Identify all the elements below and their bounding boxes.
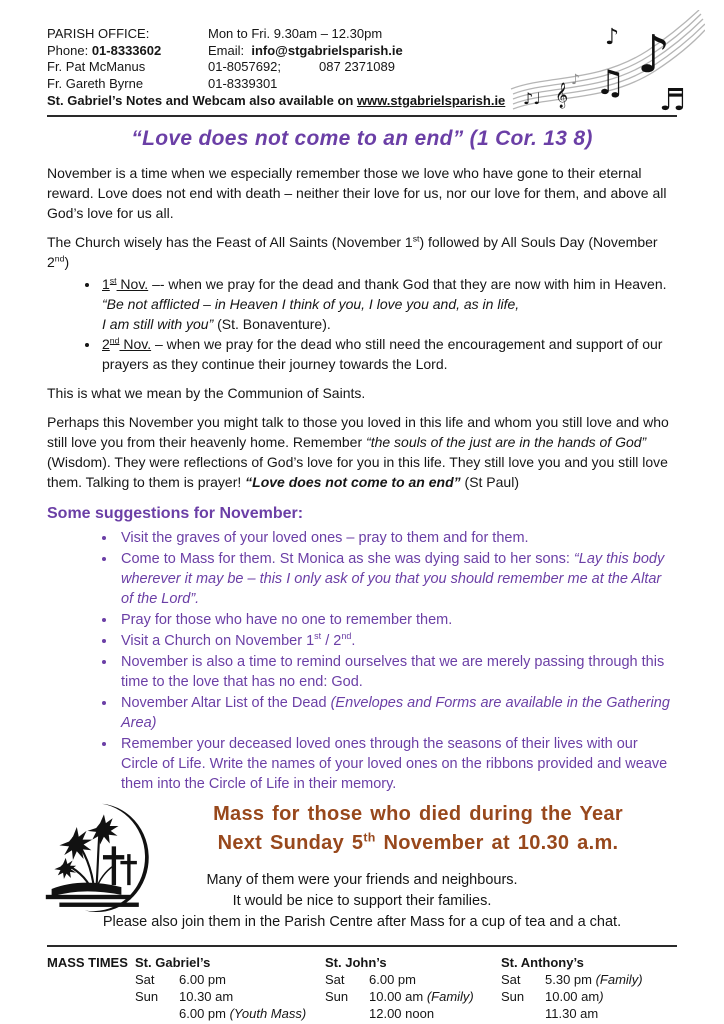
mass-time-row: Sat 6.00 pm xyxy=(325,971,416,987)
mass-times-column-johns xyxy=(325,954,501,1022)
list-item: • 1st Nov. –- when we pray for the dead and thank God that they are now with him in Heaven. “Be not afflicted – in Heaven I think of you, I love you and, as in life, I am still with you” (St. Bonaventure). xyxy=(100,274,677,334)
email-line: Email: info@stgabrielsparish.ie xyxy=(208,42,403,58)
announcement-line1: Mass for those who died during the Year xyxy=(213,802,623,825)
list-item: • 2nd Nov. – when we pray for the dead who still need the encouragement and support of our prayers as they continue their journey towards the Lord. xyxy=(100,334,677,374)
mass-time-row: Sun 10.00 am (Family) xyxy=(325,988,474,1004)
announcement-line2: Next Sunday 5th November at 10.30 a.m. xyxy=(217,829,619,854)
memorial-flowers-icon xyxy=(43,796,161,920)
mass-time-row: 6.00 pm (Youth Mass) xyxy=(179,1005,307,1021)
church-name: St. Gabriel’s xyxy=(135,954,211,970)
mass-announcement xyxy=(47,800,677,862)
note-glyph: ♪ xyxy=(571,72,580,88)
support-line: Many of them were your friends and neighbours. xyxy=(206,871,518,888)
office-hours: Mon to Fri. 9.30am – 12.30pm xyxy=(208,26,383,41)
mass-time-row: 12.00 noon xyxy=(369,1005,435,1021)
mass-time-row: Sun 10.00 am) xyxy=(501,988,604,1004)
page-title: “Love does not come to an end” (1 Cor. 13 8) xyxy=(131,126,593,150)
mass-times-column-gabriels xyxy=(135,954,325,1022)
note-glyph: ♫ xyxy=(595,63,626,103)
list-item: • November Altar List of the Dead (Envelopes and Forms are available in the Gathering Area) xyxy=(117,693,677,733)
note-glyph: 𝄞 xyxy=(555,83,569,108)
music-notes-icon xyxy=(509,10,705,118)
webcam-note: St. Gabriel’s Notes and Webcam also available on www.stgabrielsparish.ie xyxy=(47,93,506,108)
church-name: St. John’s xyxy=(325,954,387,970)
mass-time-row: Sat 6.00 pm xyxy=(135,971,226,987)
communion-line: This is what we mean by the Communion of Saints. xyxy=(47,384,366,401)
feast-paragraph: The Church wisely has the Feast of All Saints (November 1st) followed by All Souls Day (November 2nd) xyxy=(47,232,658,270)
church-name: St. Anthony’s xyxy=(501,954,584,970)
announcement-heading xyxy=(159,800,677,858)
parish-header xyxy=(47,25,686,118)
list-item: • Pray for those who have no one to remember them. xyxy=(117,610,677,630)
list-item: • November is also a time to remind ourselves that we are merely passing through this time to the love that has no end: God. xyxy=(117,652,677,692)
phone-line: Phone: 01-8333602 xyxy=(47,42,162,58)
saints-bullet-list xyxy=(47,274,677,374)
note-glyph: ♪ xyxy=(637,25,671,85)
support-line: It would be nice to support their families. xyxy=(232,892,492,909)
parish-office-label: PARISH OFFICE: xyxy=(47,26,150,41)
support-line: Please also join them in the Parish Centre after Mass for a cup of tea and a chat. xyxy=(102,913,622,930)
mass-time-row: 11.30 am xyxy=(545,1005,599,1021)
intro-paragraph: November is a time when we especially remember those we love who have gone to their eternal reward. Love does not end with death – neither their love for us, nor our love for them, and above all God’s love for us all. xyxy=(47,164,667,221)
mass-time-row: Sat 5.30 pm (Family) xyxy=(501,971,643,987)
phone-number: 01-8333602 xyxy=(91,42,162,58)
mass-times-section xyxy=(47,954,677,1022)
parish-website-link[interactable]: www.stgabrielsparish.ie xyxy=(356,93,506,108)
list-item: • Remember your deceased loved ones through the seasons of their lives with our Circle of Life. Write the names of your loved ones on the ribbons provided and weave them into the Circle of Life in their memory. xyxy=(117,734,677,794)
email-address: info@stgabrielsparish.ie xyxy=(251,42,403,58)
list-item: • Visit a Church on November 1st / 2nd. xyxy=(117,631,677,651)
suggestions-section xyxy=(47,503,677,794)
note-glyph: ♪♩ xyxy=(523,89,541,108)
priest1-phones: 01-8057692; 087 2371089 xyxy=(208,59,395,74)
perhaps-paragraph: Perhaps this November you might talk to those you loved in this life and whom you still love and who still love you from their heavenly home. Remember “the souls of the just are in the hands of God” (Wisdom). They were reflections of God’s love for you in this life. They still love you and you still love them. Talking to them is prayer! “Love does not come to an end” (St Paul) xyxy=(47,413,669,490)
suggestions-list xyxy=(47,528,677,794)
mass-times-column-anthonys xyxy=(501,954,671,1022)
priest1-name: Fr. Pat McManus xyxy=(47,59,146,74)
suggestions-heading: Some suggestions for November: xyxy=(47,504,304,522)
mass-times-label: MASS TIMES xyxy=(47,954,128,970)
priest2-phone: 01-8339301 xyxy=(208,75,278,91)
note-glyph: ♪ xyxy=(605,25,620,50)
list-item: • Come to Mass for them. St Monica as she was dying said to her sons: “Lay this body wherever it may be – this I only ask of you that you should remember me at the Altar of the Lord”. xyxy=(117,549,677,609)
mass-time-row: Sun 10.30 am xyxy=(135,988,234,1004)
list-item: • Visit the graves of your loved ones – pray to them and for them. xyxy=(117,528,677,548)
priest2-name: Fr. Gareth Byrne xyxy=(47,75,144,91)
note-glyph: ♬ xyxy=(659,83,686,118)
footer-divider xyxy=(47,945,677,947)
